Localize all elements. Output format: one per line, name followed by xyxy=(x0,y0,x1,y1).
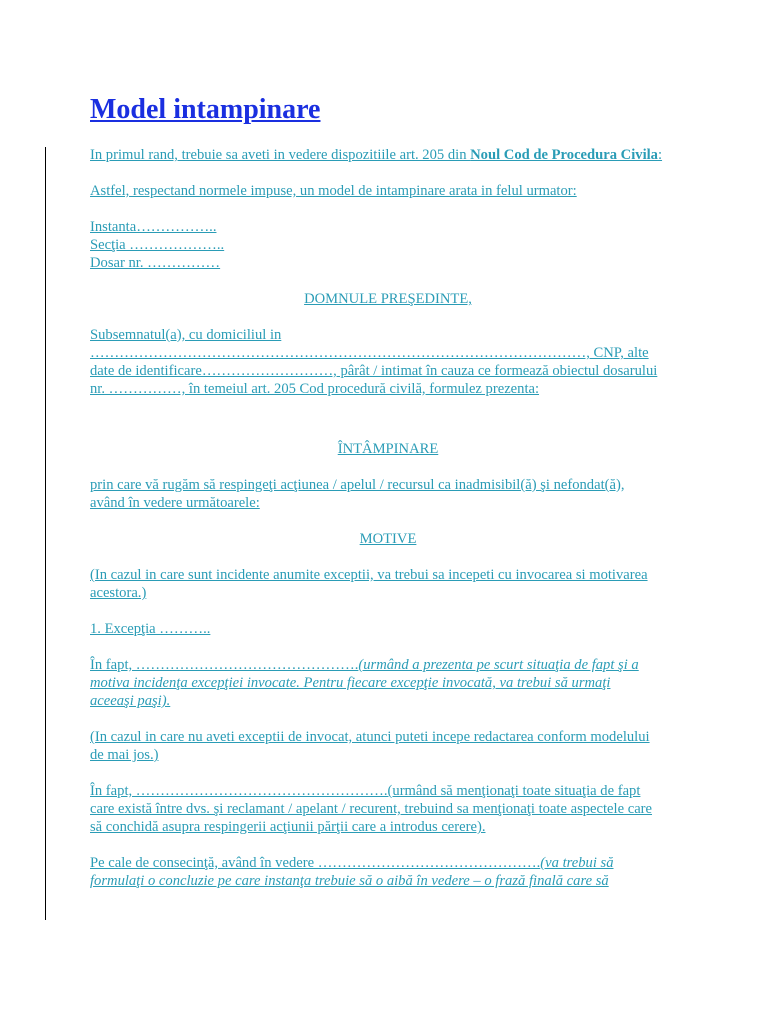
exceptii-note-line-1[interactable]: (In cazul in care sunt incidente anumite exceptii, va trebui sa incepeti cu invocarea si motivarea xyxy=(90,567,648,583)
in-fapt-2-line-2[interactable]: care există între dvs. şi reclamant / apelant / recurent, trebuind sa menţionaţi toate aspectele care xyxy=(90,801,653,817)
intampinare-heading[interactable]: ÎNTÂMPINARE xyxy=(337,441,439,457)
page-title[interactable]: Model intampinare xyxy=(90,94,321,125)
astfel-paragraph[interactable]: Astfel, respectand normele impuse, un model de intampinare arata in felul urmator: xyxy=(90,183,577,199)
document-body xyxy=(90,146,686,890)
domnule-presedinte-heading[interactable]: DOMNULE PREŞEDINTE, xyxy=(304,291,472,307)
consecinta-line-1[interactable] xyxy=(90,854,686,872)
in-fapt-1-italic-1: (urmând a prezenta pe scurt situaţia de fapt şi a xyxy=(358,657,639,673)
in-fapt-2-line-1[interactable]: În fapt, …………………………………………….(urmând să menţionaţi toate situaţia de fapt xyxy=(90,783,641,799)
in-fapt-1-prefix: În fapt, ………………………………………. xyxy=(90,657,359,673)
left-margin-line xyxy=(45,147,46,920)
intro-text-before: In primul rand, trebuie sa aveti in vedere dispozitiile art. 205 din xyxy=(90,147,471,163)
subsemnatul-line-1[interactable]: Subsemnatul(a), cu domiciliul in xyxy=(90,327,282,343)
prin-care-line-1[interactable]: prin care vă rugăm să respingeţi acţiunea / apelul / recursul ca inadmisibil(ă) şi nefondat(ă), xyxy=(90,477,625,493)
intro-text-after: : xyxy=(657,147,663,163)
consecinta-line-2[interactable]: formulaţi o concluzie pe care instanţa trebuie să o aibă în vedere – o frază finală care să xyxy=(90,873,609,889)
in-fapt-2-line-3[interactable]: să conchidă asupra respingerii acţiunii părţii care a introdus cerere). xyxy=(90,819,486,835)
in-fapt-1-line-2[interactable]: motiva incidenţa excepţiei invocate. Pentru fiecare excepţie invocată, va trebui să urmaţi xyxy=(90,675,611,691)
fara-exceptii-line-1[interactable]: (In cazul in care nu aveti exceptii de invocat, atunci puteti incepe redactarea conform modelului xyxy=(90,729,650,745)
in-fapt-1-line-1[interactable] xyxy=(90,656,686,674)
procedura-civila-link[interactable]: Noul Cod de Procedura Civila xyxy=(470,147,658,163)
subsemnatul-line-2[interactable]: …………………………………………………………………………………………, CNP, alte xyxy=(90,345,649,361)
consecinta-italic-1: (va trebui să xyxy=(540,855,614,871)
in-fapt-1-line-3[interactable]: aceeaşi paşi). xyxy=(90,693,171,709)
subsemnatul-line-4[interactable]: nr. ……………, în temeiul art. 205 Cod procedură civilă, formulez prezenta: xyxy=(90,381,540,397)
field-dosar[interactable]: Dosar nr. …………… xyxy=(90,255,221,271)
motive-heading[interactable]: MOTIVE xyxy=(359,531,417,547)
exceptii-note-line-2[interactable]: acestora.) xyxy=(90,585,147,601)
field-sectia[interactable]: Secţia ……………….. xyxy=(90,237,225,253)
subsemnatul-line-3[interactable]: date de identificare………………………, pârât / intimat în cauza ce formează obiectul dosarului xyxy=(90,363,658,379)
consecinta-prefix: Pe cale de consecinţă, având în vedere ………………………………………. xyxy=(90,855,541,871)
intro-paragraph[interactable] xyxy=(90,146,686,164)
exceptia-item[interactable]: 1. Excepţia ……….. xyxy=(90,621,211,637)
field-instanta[interactable]: Instanta…………….. xyxy=(90,219,217,235)
prin-care-line-2[interactable]: având în vedere următoarele: xyxy=(90,495,260,511)
fara-exceptii-line-2[interactable]: de mai jos.) xyxy=(90,747,159,763)
